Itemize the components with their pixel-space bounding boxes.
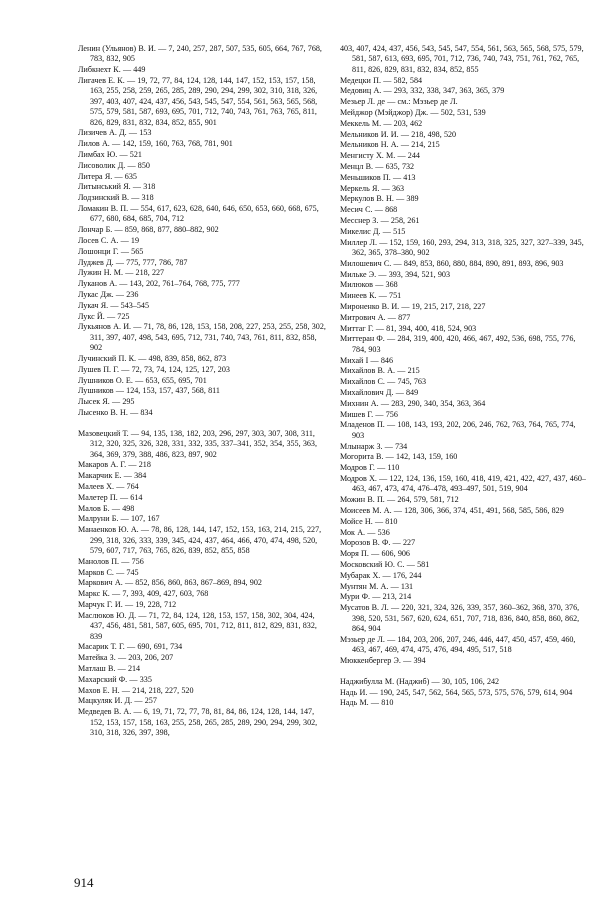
index-entry: Меркель Я. — 363 bbox=[340, 183, 405, 193]
index-entry: Манолов П. — 756 bbox=[78, 556, 144, 566]
index-entry: Мезьер Л. де — см.: Мэзьер де Л. bbox=[340, 97, 458, 107]
left-column bbox=[78, 44, 326, 739]
right-column bbox=[340, 44, 588, 709]
index-entry: Меккель М. — 203, 462 bbox=[340, 118, 423, 128]
index-entry: Маслюков Ю. Д. — 71, 72, 84, 124, 128, 153, 157, 158, 302, 304, 424, 437, 456, 481, 581, 587, 605, 695, 701, 712, 811, 812, 829, 831, 832, 839 bbox=[78, 610, 317, 641]
index-entry: Мейджор (Мэйджор) Дж. — 502, 531, 539 bbox=[340, 108, 486, 117]
index-entry: Лучинский П. К. — 498, 839, 858, 862, 873 bbox=[78, 353, 227, 363]
index-entry: Надь М. — 810 bbox=[340, 698, 394, 708]
index-entry: Лысенко В. Н. — 834 bbox=[78, 407, 153, 417]
index-entry: Менцл В. — 635, 732 bbox=[340, 161, 415, 171]
index-entry: Матейка З. — 203, 206, 207 bbox=[78, 653, 174, 663]
section-gap bbox=[340, 667, 588, 677]
index-entry: Михайлов В. А. — 215 bbox=[340, 366, 420, 376]
index-entry: Мюккенбергер Э. — 394 bbox=[340, 655, 426, 665]
index-entry: Масарик Т. Г. — 690, 691, 734 bbox=[78, 642, 183, 652]
index-entry: Лушников О. Е. — 653, 655, 695, 701 bbox=[78, 375, 207, 385]
index-entry: Манаенков Ю. А. — 78, 86, 128, 144, 147, 152, 153, 163, 214, 215, 227, 299, 318, 326, 333, 339, 345, 424, 437, 464, 466, 470, 474, 498, 520, 579, 607, 717, 763, 765, 826, 839, 852, 855, 858 bbox=[78, 525, 322, 555]
index-entry: Минеев К. — 751 bbox=[340, 291, 402, 301]
index-entry: Мойсе Н. — 810 bbox=[340, 516, 398, 526]
index-entry: Марчук Г. И. — 19, 228, 712 bbox=[78, 599, 177, 609]
index-entry: Лосев С. А. — 19 bbox=[78, 236, 140, 245]
index-entry: Мубарак Х. — 176, 244 bbox=[340, 570, 422, 580]
index-entry: Морозов В. Ф. — 227 bbox=[340, 538, 416, 548]
index-entry: Мильке Э. — 393, 394, 521, 903 bbox=[340, 269, 451, 279]
index-entry: Моря П. — 606, 906 bbox=[340, 549, 410, 559]
index-entry: Мельников И. И. — 218, 498, 520 bbox=[340, 129, 457, 139]
index-entry: Лушев П. Г. — 72, 73, 74, 124, 125, 127, 203 bbox=[78, 364, 230, 374]
index-entry: Махарский Ф. — 335 bbox=[78, 674, 152, 684]
index-entry: Маркс К. — 7, 393, 409, 427, 603, 768 bbox=[78, 589, 209, 599]
index-entry: Михайлов С. — 745, 763 bbox=[340, 377, 427, 387]
index-entry: Месич С. — 868 bbox=[340, 205, 398, 215]
index-entry: Надь И. — 190, 245, 547, 562, 564, 565, 573, 575, 576, 579, 614, 904 bbox=[340, 687, 573, 697]
index-entry: Милошевич С. — 849, 853, 860, 880, 884, 890, 891, 893, 896, 903 bbox=[340, 258, 564, 268]
index-entry: Модров Г. — 110 bbox=[340, 463, 400, 473]
index-entry: Мури Ф. — 213, 214 bbox=[340, 592, 412, 602]
index-entry: Моисеев М. А. — 128, 306, 366, 374, 451, 491, 568, 585, 586, 829 bbox=[340, 505, 564, 515]
index-entry: Мазовецкий Т. — 94, 135, 138, 182, 203, 296, 297, 303, 307, 308, 311, 312, 320, 325, 326, 328, 331, 332, 335, 337–341, 352, 354, 355, 363, 364, 369, 379, 388, 486, 823, 897, 902 bbox=[78, 428, 318, 459]
index-entry: Млынарж З. — 734 bbox=[340, 441, 408, 451]
index-entry: Мок А. — 536 bbox=[340, 527, 390, 537]
index-entry: Лукьянов А. И. — 71, 78, 86, 128, 153, 158, 208, 227, 253, 255, 258, 302, 311, 397, 407, 498, 543, 695, 712, 731, 740, 743, 761, 811, 832, 858, 902 bbox=[78, 322, 326, 353]
index-entry: Младенов П. — 108, 143, 193, 202, 206, 246, 762, 763, 764, 765, 774, 903 bbox=[340, 420, 576, 440]
index-entry: Лисоволик Д. — 850 bbox=[78, 160, 150, 170]
index-entry: Малеев Х. — 764 bbox=[78, 481, 139, 491]
index-entry: Михай I — 846 bbox=[340, 355, 393, 365]
index-entry: Меньшиков П. — 413 bbox=[340, 172, 416, 182]
index-entry: Макаров А. Г. — 218 bbox=[78, 460, 151, 470]
index-entry: Медецки П. — 582, 584 bbox=[340, 75, 423, 85]
index-entry: Михнин А. — 283, 290, 340, 354, 363, 364 bbox=[340, 398, 486, 408]
index-entry: Малов Б. — 498 bbox=[78, 503, 135, 513]
index-entry: Микелис Д. — 515 bbox=[340, 226, 406, 236]
index-entry: Лукас Дж. — 236 bbox=[78, 289, 139, 299]
index-entry: Ленин (Ульянов) В. И. — 7, 240, 257, 287, 507, 535, 605, 664, 767, 768, 783, 832, 905 bbox=[78, 44, 322, 64]
index-entry: Лигачев Е. К. — 19, 72, 77, 84, 124, 128, 144, 147, 152, 153, 157, 158, 163, 255, 258, 259, 265, 285, 289, 290, 294, 299, 302, 310, 318, 326, 397, 403, 407, 424, 437, 456, 543, 545, 547, 554, 561, 563, 565, 568, 575, 579, 581, 587, 693, 695, 701, 712, 740, 743, 761, 763, 765, 811, 826, 829, 831, 832, 834, 852, 855, 901 bbox=[78, 76, 318, 127]
index-entry: Модров Х. — 122, 124, 136, 159, 160, 418, 419, 421, 422, 427, 437, 460–463, 467, 473, 474, 476–478, 493–497, 501, 519, 904 bbox=[340, 473, 586, 494]
index-entry: Матлаш В. — 214 bbox=[78, 663, 141, 673]
index-entry: Малетер П. — 614 bbox=[78, 492, 143, 502]
index-entry: Маркович А. — 852, 856, 860, 863, 867–869, 894, 902 bbox=[78, 578, 262, 588]
index-entry: Митрович А. — 877 bbox=[340, 312, 411, 322]
page-number: 914 bbox=[74, 875, 94, 890]
index-entry: Лимбах Ю. — 521 bbox=[78, 150, 142, 160]
index-entry: Махов Е. Н. — 214, 218, 227, 520 bbox=[78, 685, 194, 695]
index-entry: Луканов А. — 143, 202, 761–764, 768, 775, 777 bbox=[78, 279, 240, 289]
index-entry: Лошонци Г. — 565 bbox=[78, 246, 144, 256]
index-entry: Лукс Й. — 725 bbox=[78, 311, 130, 321]
index-entry: Медведев В. А. — 6, 19, 71, 72, 77, 78, 81, 84, 86, 124, 128, 144, 147, 152, 153, 157, 158, 163, 255, 258, 265, 285, 289, 290, 294, 299, 302, 310, 318, 326, 397, 398, bbox=[78, 707, 318, 737]
index-entry: Либкнехт К. — 449 bbox=[78, 65, 146, 75]
index-entry: Мельников Н. А. — 214, 215 bbox=[340, 140, 440, 150]
index-entry: Марков С. — 745 bbox=[78, 567, 139, 577]
index-entry: Медовиц А. — 293, 332, 338, 347, 363, 365, 379 bbox=[340, 86, 505, 96]
index-entry: Лысек Я. — 295 bbox=[78, 397, 135, 407]
index-entry: Менгисту Х. М. — 244 bbox=[340, 151, 420, 161]
index-entry: Мироненко В. И. — 19, 215, 217, 218, 227 bbox=[340, 301, 486, 311]
index-entry: Литынський Я. — 318 bbox=[78, 182, 156, 192]
index-entry: Мэзьер де Л. — 184, 203, 206, 207, 246, 446, 447, 450, 457, 459, 460, 463, 467, 469, 474, 475, 476, 494, 495, 517, 518 bbox=[340, 634, 576, 655]
index-entry: Лукач Я. — 543–545 bbox=[78, 300, 149, 310]
index-entry: Мунтян М. А. — 131 bbox=[340, 581, 414, 591]
index-entry: Лужин Н. М. — 218, 227 bbox=[78, 268, 165, 278]
index-entry: Литера Я. — 635 bbox=[78, 171, 137, 181]
index-entry: Миллер Л. — 152, 159, 160, 293, 294, 313, 318, 325, 327, 327–339, 345, 362, 365, 378–380, 902 bbox=[340, 237, 584, 257]
index-entry: Лизичев А. Д. — 153 bbox=[78, 128, 152, 138]
index-entry: Лончар Б. — 859, 868, 877, 880–882, 902 bbox=[78, 225, 219, 235]
index-entry: Ломакин В. П. — 554, 617, 623, 628, 640, 646, 650, 653, 660, 668, 675, 677, 680, 684, 685, 704, 712 bbox=[78, 204, 319, 224]
index-entry: Луджев Д. — 775, 777, 786, 787 bbox=[78, 257, 188, 267]
index-entry: Михайлович Д. — 849 bbox=[340, 387, 419, 397]
index-entry: Мацкуляк И. Д. — 257 bbox=[78, 696, 157, 706]
index-entry: Лушников — 124, 153, 157, 437, 568, 811 bbox=[78, 386, 220, 396]
index-entry: Миттеран Ф. — 284, 319, 400, 420, 466, 467, 492, 536, 698, 755, 776, 784, 903 bbox=[340, 334, 576, 354]
index-entry: Могорита В. — 142, 143, 159, 160 bbox=[340, 452, 458, 462]
index-entry: Макарчик Е. — 384 bbox=[78, 471, 147, 481]
index-entry: Милюков — 368 bbox=[340, 280, 398, 290]
index-entry: Миттаг Г. — 81, 394, 400, 418, 524, 903 bbox=[340, 323, 477, 333]
index-entry: Меркулов В. Н. — 389 bbox=[340, 194, 419, 204]
index-entry: Мусатов В. Л. — 220, 321, 324, 326, 339, 357, 360–362, 368, 370, 376, 398, 520, 531, 567, 620, 624, 651, 707, 718, 836, 840, 858, 860, 862, 864, 904 bbox=[340, 603, 580, 633]
index-entry: Московский Ю. С. — 581 bbox=[340, 559, 430, 569]
index-entry: Мишев Г. — 756 bbox=[340, 409, 398, 419]
section-gap bbox=[78, 419, 326, 429]
index-entry: Лилов А. — 142, 159, 160, 763, 768, 781, 901 bbox=[78, 139, 233, 149]
index-entry: Можин В. П. — 264, 579, 581, 712 bbox=[340, 495, 459, 505]
index-entry: Лодзинский В. — 318 bbox=[78, 193, 154, 203]
index-entry: Малруни Б. — 107, 167 bbox=[78, 514, 160, 524]
index-entry: Наджибулла М. (Наджиб) — 30, 105, 106, 242 bbox=[340, 676, 500, 686]
index-entry: Месснер З. — 258, 261 bbox=[340, 215, 420, 225]
index-entry: 403, 407, 424, 437, 456, 543, 545, 547, 554, 561, 563, 565, 568, 575, 579, 581, 587, 613, 693, 695, 701, 712, 736, 740, 743, 751, 761, 762, 765, 811, 826, 829, 831, 832, 834, 852, 855 bbox=[340, 44, 584, 74]
